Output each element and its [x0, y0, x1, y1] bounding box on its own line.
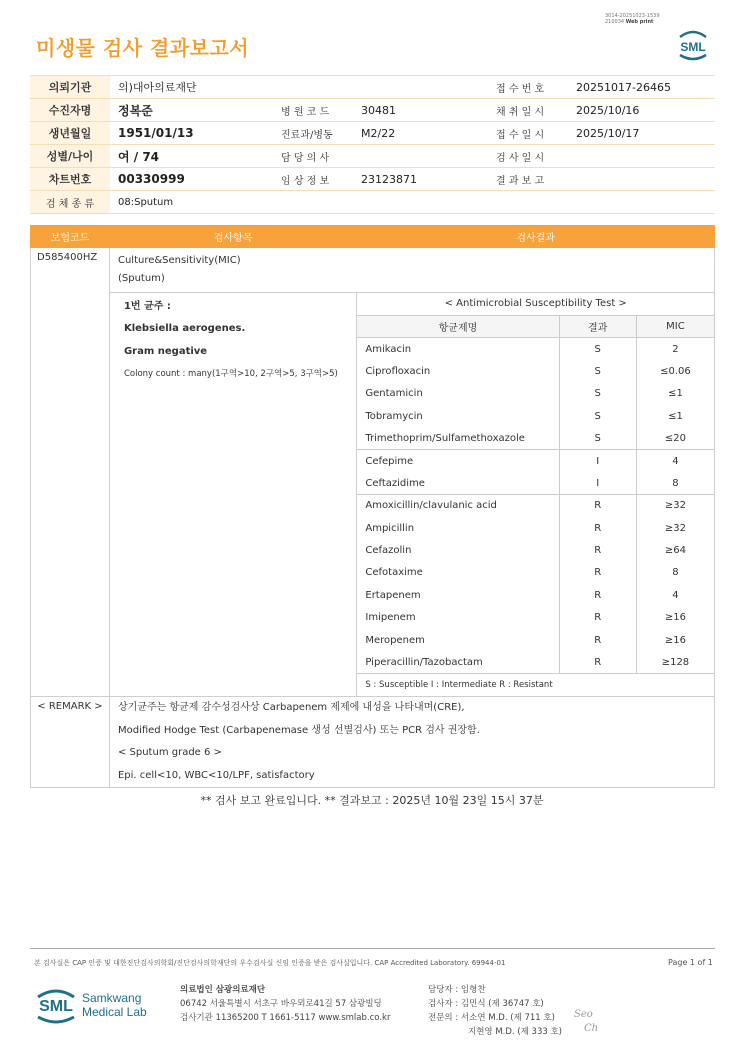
test-row	[31, 248, 715, 293]
value-hospital-code: 30481	[353, 99, 488, 122]
ast-cell	[357, 293, 715, 697]
value-received-date: 2025/10/17	[568, 122, 715, 145]
patient-info-table	[30, 75, 715, 214]
svg-text:SML: SML	[680, 40, 706, 54]
col-result: 결과	[559, 315, 636, 337]
report-title: 미생물 검사 결과보고서	[36, 36, 250, 60]
drug-name: Cefazolin	[365, 544, 412, 556]
drug-name: Ceftazidime	[365, 477, 425, 489]
label-sex-age: 성별/나이	[30, 145, 110, 168]
mic-value: ≥128	[636, 651, 714, 673]
ast-table	[357, 293, 714, 696]
susceptibility-result: S	[559, 383, 636, 405]
ast-row	[357, 629, 714, 651]
samkwang-logo-icon	[36, 983, 156, 1027]
susceptibility-result: R	[559, 495, 636, 517]
insurance-code: D585400HZ	[31, 248, 110, 697]
susceptibility-result: S	[559, 360, 636, 382]
value-doctor	[353, 145, 488, 168]
info-row	[30, 168, 715, 191]
value-accession-no: 20251017-26465	[568, 76, 715, 99]
remark-line: Modified Hodge Test (Carbapenemase 생성 선별검사) 또는 PCR 검사 권장함.	[117, 724, 480, 736]
organism-label: 1번 균주 :	[123, 301, 171, 312]
value-test-date	[568, 145, 715, 168]
remark-content	[109, 697, 714, 788]
organism-cell	[109, 293, 356, 697]
header-insurance-code: 보험코드	[31, 226, 110, 248]
label-accession-no: 접 수 번 호	[488, 76, 568, 99]
col-drug-name: 항균제명	[357, 315, 559, 337]
test-name-cell	[109, 248, 714, 293]
staff-manager: 담당자 : 임형찬	[428, 985, 486, 995]
mic-value: ≤1	[636, 383, 714, 405]
ast-row	[357, 517, 714, 539]
test-name: Culture&Sensitivity(MIC)	[117, 255, 241, 266]
mic-value: ≥64	[636, 539, 714, 561]
svg-text:Medical Lab: Medical Lab	[82, 1005, 147, 1019]
mic-value: ≤1	[636, 405, 714, 427]
value-clinical-info: 23123871	[353, 168, 488, 191]
info-row	[30, 76, 715, 99]
ast-column-header	[357, 315, 714, 337]
value-patient-name: 정복준	[110, 99, 273, 122]
staff-specialist-1: 전문의 : 서소연 M.D. (제 711 호)	[428, 1013, 555, 1023]
remark-label: < REMARK >	[31, 697, 110, 788]
drug-name: Ciprofloxacin	[365, 365, 431, 377]
drug-name: Meropenem	[365, 634, 425, 646]
label-hospital-code: 병 원 코 드	[273, 99, 353, 122]
susceptibility-result: R	[559, 562, 636, 584]
info-row	[30, 191, 715, 214]
drug-name: Gentamicin	[365, 388, 423, 400]
value-birth-date: 1951/01/13	[110, 122, 273, 145]
print-code-id: 210034	[605, 19, 625, 25]
svg-text:Samkwang: Samkwang	[82, 991, 142, 1005]
ast-title-row	[357, 293, 714, 315]
col-mic: MIC	[636, 315, 714, 337]
value-collection-date: 2025/10/16	[568, 99, 715, 122]
value-chart-no: 00330999	[110, 168, 273, 191]
ast-rows	[357, 338, 714, 674]
susceptibility-result: S	[559, 427, 636, 449]
ast-row	[357, 383, 714, 405]
signature-2: Ch	[584, 1023, 599, 1034]
print-code-line1: 3014-20251023-1539	[605, 13, 660, 19]
susceptibility-result: R	[559, 651, 636, 673]
accreditation-note: 본 검사실은 CAP 인증 및 대한진단검사의학회/진단검사의학재단의 우수검사실 신임 인증을 받은 검사실입니다. CAP Accredited Laboratory. 69944-01	[34, 959, 506, 967]
susceptibility-result: I	[559, 472, 636, 494]
label-test-date: 검 사 일 시	[488, 145, 568, 168]
info-row	[30, 145, 715, 168]
drug-name: Amoxicillin/clavulanic acid	[357, 495, 559, 517]
value-requester: 의)대아의료재단	[110, 76, 488, 99]
label-birth-date: 생년월일	[30, 122, 110, 145]
drug-name: Imipenem	[365, 612, 416, 624]
label-patient-name: 수진자명	[30, 99, 110, 122]
sml-logo-icon	[674, 27, 712, 63]
drug-name: Piperacillin/Tazobactam	[365, 656, 483, 668]
susceptibility-result: R	[559, 517, 636, 539]
ast-row	[357, 606, 714, 628]
mic-value: ≥32	[636, 517, 714, 539]
value-sex-age: 여 / 74	[110, 145, 273, 168]
page-number: Page 1 of 1	[668, 958, 713, 967]
mic-value: ≥16	[636, 629, 714, 651]
susceptibility-result: S	[559, 405, 636, 427]
label-collection-date: 채 취 일 시	[488, 99, 568, 122]
mic-value: 8	[636, 562, 714, 584]
mic-value: 2	[636, 338, 714, 360]
lab-contact: 검사기관 11365200 T 1661-5117 www.smlab.co.kr	[180, 1013, 391, 1023]
value-specimen: 08:Sputum	[110, 191, 715, 214]
staff-specialist-2: 지현영 M.D. (제 333 호)	[468, 1027, 563, 1037]
staff-info	[428, 983, 562, 1039]
result-table-header	[31, 226, 715, 248]
mic-value: ≥16	[636, 606, 714, 628]
susceptibility-result: S	[559, 338, 636, 360]
ast-row	[357, 338, 714, 360]
label-clinical-info: 임 상 정 보	[273, 168, 353, 191]
remark-line: < Sputum grade 6 >	[117, 747, 222, 759]
mic-value: ≥32	[636, 495, 714, 517]
svg-text:SML: SML	[39, 998, 73, 1015]
ast-legend-row	[357, 674, 714, 696]
remark-row	[31, 697, 715, 788]
ast-row	[357, 405, 714, 427]
drug-name: Amikacin	[365, 343, 412, 355]
susceptibility-result: R	[559, 606, 636, 628]
footer-divider	[30, 948, 715, 949]
staff-tester: 검사자 : 김민식 (제 36747 호)	[428, 999, 544, 1009]
mic-value: ≤0.06	[636, 360, 714, 382]
ast-row	[357, 450, 714, 472]
ast-row	[357, 539, 714, 561]
label-department: 진료과/병동	[273, 122, 353, 145]
remark-line: Epi. cell<10, WBC<10/LPF, satisfactory	[117, 769, 315, 781]
drug-name: Cefepime	[357, 450, 559, 472]
label-specimen: 검 체 종 류	[30, 191, 110, 214]
mic-value: 4	[636, 450, 714, 472]
label-report-date: 결 과 보 고	[488, 168, 568, 191]
ast-row	[357, 495, 714, 517]
ast-row	[357, 427, 714, 449]
organism-row	[31, 293, 715, 697]
header-test-result: 검사결과	[357, 226, 715, 248]
drug-name: Cefotaxime	[365, 567, 423, 579]
info-row	[30, 99, 715, 122]
label-chart-no: 차트번호	[30, 168, 110, 191]
drug-name: Tobramycin	[365, 410, 423, 422]
lab-name: 의료법인 삼광의료재단	[180, 985, 266, 995]
header-test-item: 검사항목	[109, 226, 356, 248]
label-received-date: 접 수 일 시	[488, 122, 568, 145]
mic-value: ≤20	[636, 427, 714, 449]
gram-stain: Gram negative	[123, 345, 208, 357]
ast-row	[357, 651, 714, 673]
ast-row	[357, 584, 714, 606]
value-report-date	[568, 168, 715, 191]
mic-value: 4	[636, 584, 714, 606]
ast-row	[357, 562, 714, 584]
drug-name: Ertapenem	[365, 589, 421, 601]
ast-legend: S : Susceptible I : Intermediate R : Resistant	[357, 674, 714, 696]
label-requester: 의뢰기관	[30, 76, 110, 99]
susceptibility-result: R	[559, 539, 636, 561]
susceptibility-result: I	[559, 450, 636, 472]
signature-1: Seo	[574, 1009, 593, 1020]
ast-title: < Antimicrobial Susceptibility Test >	[357, 293, 714, 315]
label-doctor: 담 당 의 사	[273, 145, 353, 168]
colony-count: Colony count : many(1구역>10, 2구역>5, 3구역>5)	[123, 369, 338, 380]
susceptibility-result: R	[559, 629, 636, 651]
susceptibility-result: R	[559, 584, 636, 606]
value-department: M2/22	[353, 122, 488, 145]
ast-row	[357, 472, 714, 494]
print-code-line2	[605, 19, 660, 25]
remark-line: 상기균주는 항균제 감수성검사상 Carbapenem 제제에 내성을 나타내며(CRE),	[117, 702, 465, 714]
drug-name: Trimethoprim/Sulfamethoxazole	[365, 432, 525, 444]
info-row	[30, 122, 715, 145]
ast-row	[357, 360, 714, 382]
drug-name: Ampicillin	[365, 522, 415, 534]
signature	[574, 1008, 598, 1036]
web-print-label: Web print	[625, 19, 654, 25]
organism-name: Klebsiella aerogenes.	[123, 323, 246, 335]
test-specimen: (Sputum)	[117, 273, 165, 284]
lab-info	[180, 983, 390, 1025]
lab-address: 06742 서울특별시 서초구 바우뫼로41길 57 삼광빌딩	[180, 999, 382, 1009]
report-completion: ** 검사 보고 완료입니다. ** 결과보고 : 2025년 10월 23일 15시 37분	[200, 794, 544, 807]
print-code	[605, 13, 660, 25]
mic-value: 8	[636, 472, 714, 494]
result-table	[30, 225, 715, 788]
